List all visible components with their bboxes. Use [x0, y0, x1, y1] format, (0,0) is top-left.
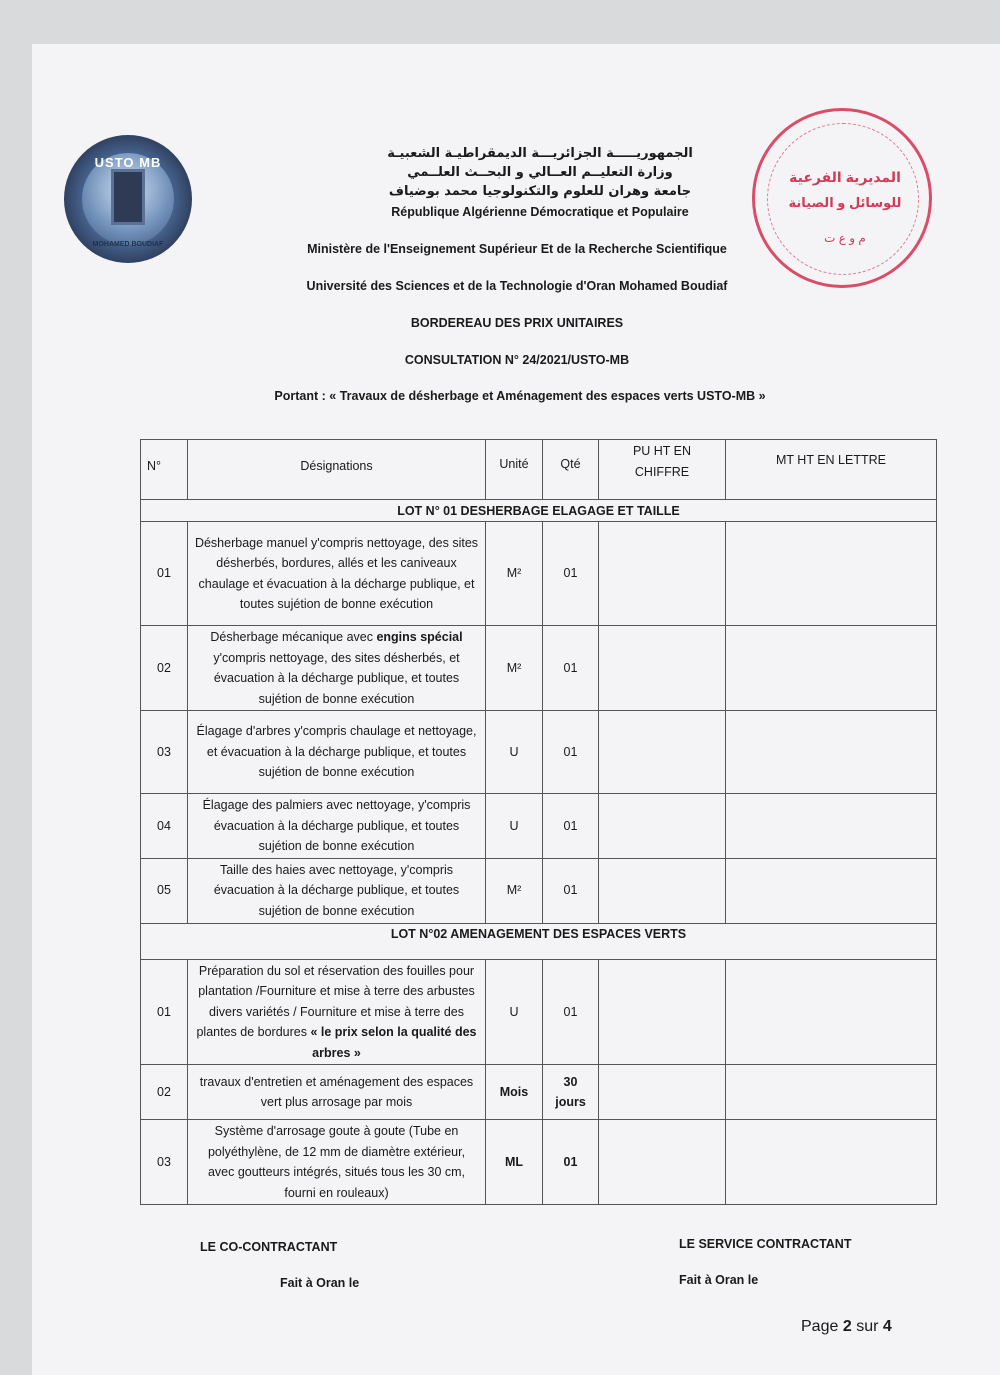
table-header-row [141, 440, 937, 500]
logo-abbr: USTO MB [94, 155, 162, 170]
col-qte: Qté [543, 440, 599, 500]
col-pu [599, 440, 726, 500]
price-table [140, 439, 937, 1205]
row-designation: Taille des haies avec nettoyage, y'compris évacuation à la décharge publique, et toutes sujétion de bonne exécution [188, 858, 486, 923]
row-n: 05 [141, 858, 188, 923]
designation-part: y'compris nettoyage, des sites désherbés, et évacuation à la décharge publique, et toutes sujétion de bonne exécution [213, 650, 460, 706]
row-designation [188, 626, 486, 711]
col-unite: Unité [486, 440, 543, 500]
row-mt [726, 626, 937, 711]
lot2-title: LOT N°02 AMENAGEMENT DES ESPACES VERTS [141, 923, 937, 959]
row-n: 01 [141, 522, 188, 626]
page-number [801, 1318, 892, 1336]
row-pu [599, 858, 726, 923]
row-designation: Désherbage manuel y'compris nettoyage, des sites désherbés, bordures, allés et les caniveaux chaulage et évacuation à la décharge publique, et toutes sujétion de bonne exécution [188, 522, 486, 626]
arabic-ministry: وزارة التعليــم العــالي و البحــث العلــمي [407, 165, 673, 180]
lot2-row [141, 923, 937, 959]
row-pu [599, 1120, 726, 1205]
row-unite: M² [486, 626, 543, 711]
portant-line: Portant : « Travaux de désherbage et Aménagement des espaces verts USTO-MB » [274, 389, 766, 403]
fait-left: Fait à Oran le [280, 1276, 360, 1290]
page-word: Page [801, 1318, 839, 1335]
republique-line: République Algérienne Démocratique et Populaire [391, 205, 689, 219]
table-row [141, 1065, 937, 1120]
designation-part: Désherbage mécanique avec [210, 630, 377, 644]
row-mt [726, 1120, 937, 1205]
row-designation: Système d'arrosage goute à goute (Tube en polyéthylène, de 12 mm de diamètre extérieur, avec goutteurs intégrés, situés tous les 30 cm, fourni en rouleaux) [188, 1120, 486, 1205]
university-logo [64, 135, 192, 263]
table-row [141, 626, 937, 711]
row-qte: 01 [543, 959, 599, 1065]
fait-right: Fait à Oran le [679, 1273, 759, 1287]
row-pu [599, 711, 726, 794]
row-mt [726, 522, 937, 626]
designation-bold: « le prix selon la qualité des arbres » [310, 1025, 477, 1060]
page-sur: sur [856, 1318, 879, 1335]
row-mt [726, 959, 937, 1065]
row-mt [726, 794, 937, 859]
designation-part: Préparation du sol et réservation des fouilles pour plantation /Fourniture et mise à terre des arbustes divers variétés / Fourniture et mise à terre des plantes de bordures [196, 963, 475, 1039]
row-mt [726, 1065, 937, 1120]
row-pu [599, 794, 726, 859]
col-n: N° [141, 440, 188, 500]
page-current: 2 [842, 1318, 852, 1335]
row-unite: ML [486, 1120, 543, 1205]
official-stamp [752, 108, 932, 288]
table-row [141, 959, 937, 1065]
row-unite: U [486, 959, 543, 1065]
row-unite: U [486, 711, 543, 794]
row-designation: travaux d'entretien et aménagement des espaces vert plus arrosage par mois [188, 1065, 486, 1120]
arabic-republic: الجمهوريـــــة الجزائريـــة الديمقراطيـة الشعبيـة [387, 146, 693, 161]
row-designation [188, 959, 486, 1065]
designation-bold: engins spécial [376, 630, 463, 644]
arabic-university: جامعة وهران للعلوم والتكنولوجيا محمد بوضياف [388, 184, 692, 199]
row-n: 03 [141, 1120, 188, 1205]
stamp-line1: المديرية الفرعية [789, 169, 901, 185]
doc-title: BORDEREAU DES PRIX UNITAIRES [410, 316, 624, 330]
table-row [141, 711, 937, 794]
service-contractant-label: LE SERVICE CONTRACTANT [679, 1237, 852, 1251]
row-pu [599, 1065, 726, 1120]
row-qte: 01 [543, 794, 599, 859]
lot1-title: LOT N° 01 DESHERBAGE ELAGAGE ET TAILLE [141, 500, 937, 522]
row-designation: Élagage d'arbres y'compris chaulage et nettoyage, et évacuation à la décharge publique, et toutes sujétion de bonne exécution [188, 711, 486, 794]
universite-line: Université des Sciences et de la Technologie d'Oran Mohamed Boudiaf [306, 279, 728, 293]
row-qte: 01 [543, 711, 599, 794]
row-unite: Mois [486, 1065, 543, 1120]
row-n: 03 [141, 711, 188, 794]
page-total: 4 [882, 1318, 892, 1335]
row-mt [726, 711, 937, 794]
row-unite: M² [486, 858, 543, 923]
co-contractant-label: LE CO-CONTRACTANT [200, 1240, 338, 1254]
row-qte: 30 jours [543, 1065, 599, 1120]
row-qte: 01 [543, 522, 599, 626]
row-pu [599, 522, 726, 626]
col-pu-line2: CHIFFRE [634, 464, 690, 479]
stamp-line2: للوسائل و الصيانة [788, 195, 902, 210]
table-row [141, 858, 937, 923]
row-n: 04 [141, 794, 188, 859]
col-mt: MT HT EN LETTRE [726, 440, 937, 500]
logo-building-icon [111, 169, 145, 225]
lot1-row [141, 500, 937, 522]
row-mt [726, 858, 937, 923]
col-pu-line1: PU HT EN [632, 444, 692, 458]
row-pu [599, 626, 726, 711]
table-row [141, 1120, 937, 1205]
row-qte: 01 [543, 626, 599, 711]
row-unite: M² [486, 522, 543, 626]
row-unite: U [486, 794, 543, 859]
row-pu [599, 959, 726, 1065]
row-n: 01 [141, 959, 188, 1065]
ministere-line: Ministère de l'Enseignement Supérieur Et de la Recherche Scientifique [307, 242, 727, 256]
row-n: 02 [141, 1065, 188, 1120]
table-row [141, 794, 937, 859]
row-qte: 01 [543, 1120, 599, 1205]
row-n: 02 [141, 626, 188, 711]
stamp-line3: م و ع ت [824, 231, 866, 245]
row-designation: Élagage des palmiers avec nettoyage, y'compris évacuation à la décharge publique, et toutes sujétion de bonne exécution [188, 794, 486, 859]
table-row [141, 522, 937, 626]
logo-caption: MOHAMED BOUDIAF [92, 241, 164, 248]
consultation-number: CONSULTATION N° 24/2021/USTO-MB [404, 353, 630, 367]
col-designations: Désignations [188, 440, 486, 500]
row-qte: 01 [543, 858, 599, 923]
